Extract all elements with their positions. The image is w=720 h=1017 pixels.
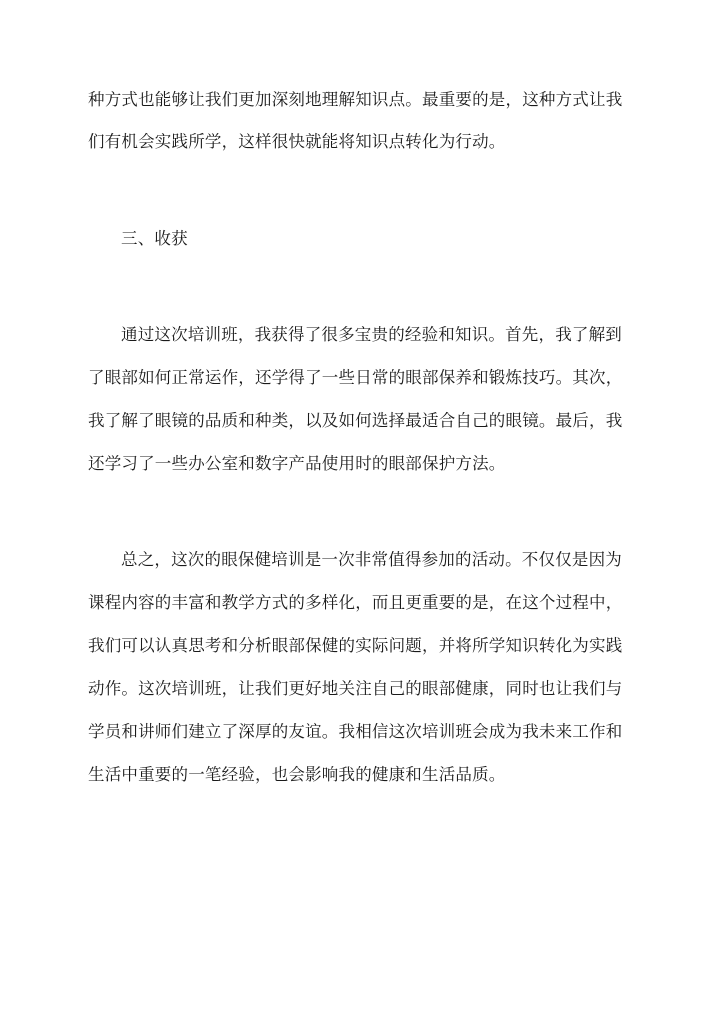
para2-line-1: 通过这次培训班，我获得了很多宝贵的经验和知识。首先，我了解到	[121, 325, 622, 344]
para1-line-2: 们有机会实践所学，这样很快就能将知识点转化为行动。	[88, 132, 506, 151]
para3-line-5: 学员和讲师们建立了深厚的友谊。我相信这次培训班会成为我未来工作和	[88, 722, 623, 741]
para3-line-6: 生活中重要的一笔经验，也会影响我的健康和生活品质。	[88, 765, 506, 784]
para3-line-2: 课程内容的丰富和教学方式的多样化，而且更重要的是，在这个过程中，	[88, 593, 623, 612]
para1-line-1: 种方式也能够让我们更加深刻地理解知识点。最重要的是，这种方式让我	[88, 90, 623, 109]
para2-line-2: 了眼部如何正常运作，还学得了一些日常的眼部保养和锻炼技巧。其次，	[88, 368, 623, 387]
para2-line-4: 还学习了一些办公室和数字产品使用时的眼部保护方法。	[88, 454, 506, 473]
para3-line-1: 总之，这次的眼保健培训是一次非常值得参加的活动。不仅仅是因为	[121, 550, 622, 569]
para3-line-3: 我们可以认真思考和分析眼部保健的实际问题，并将所学知识转化为实践	[88, 636, 623, 655]
para2-line-3: 我了解了眼镜的品质和种类，以及如何选择最适合自己的眼镜。最后，我	[88, 411, 623, 430]
section-heading: 三、收获	[121, 229, 188, 248]
para3-line-4: 动作。这次培训班，让我们更好地关注自己的眼部健康，同时也让我们与	[88, 679, 623, 698]
